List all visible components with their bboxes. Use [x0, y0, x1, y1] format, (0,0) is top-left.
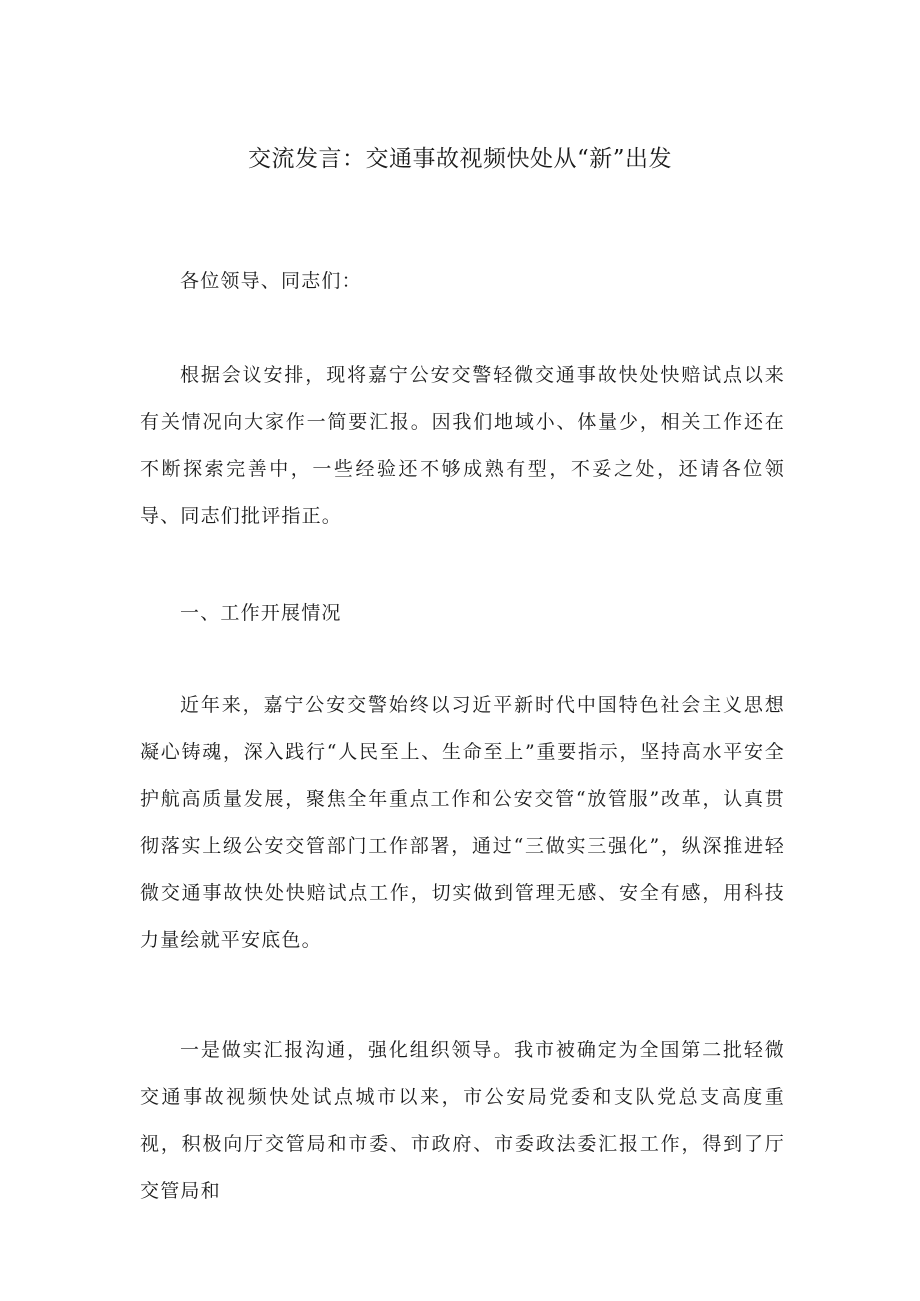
document-title: 交流发言：交通事故视频快处从“新”出发: [247, 146, 673, 172]
salutation: 各位领导、同志们：: [180, 270, 362, 292]
section-heading: 一、工作开展情况: [180, 602, 342, 624]
paragraph-point-one: 一是做实汇报沟通，强化组织领导。我市被确定为全国第二批轻微交通事故视频快处试点城市以来，市公安局党委和支队党总支高度重视，积极向厅交管局和市委、市政府、市委政法委汇报工作，得到了厅交管局和: [140, 1039, 785, 1202]
paragraph-overview: 近年来，嘉宁公安交警始终以习近平新时代中国特色社会主义思想凝心铸魂，深入践行“人民至上、生命至上”重要指示，坚持高水平安全护航高质量发展，聚焦全年重点工作和公安交管“放管服”改革，认真贯彻落实上级公安交管部门工作部署，通过“三做实三强化”，纵深推进轻微交通事故快处快赔试点工作，切实做到管理无感、安全有感，用科技力量绘就平安底色。: [140, 694, 785, 951]
paragraph-intro: 根据会议安排，现将嘉宁公安交警轻微交通事故快处快赔试点以来有关情况向大家作一简要汇报。因我们地域小、体量少，相关工作还在不断探索完善中，一些经验还不够成熟有型，不妥之处，还请各位领导、同志们批评指正。: [140, 364, 785, 527]
